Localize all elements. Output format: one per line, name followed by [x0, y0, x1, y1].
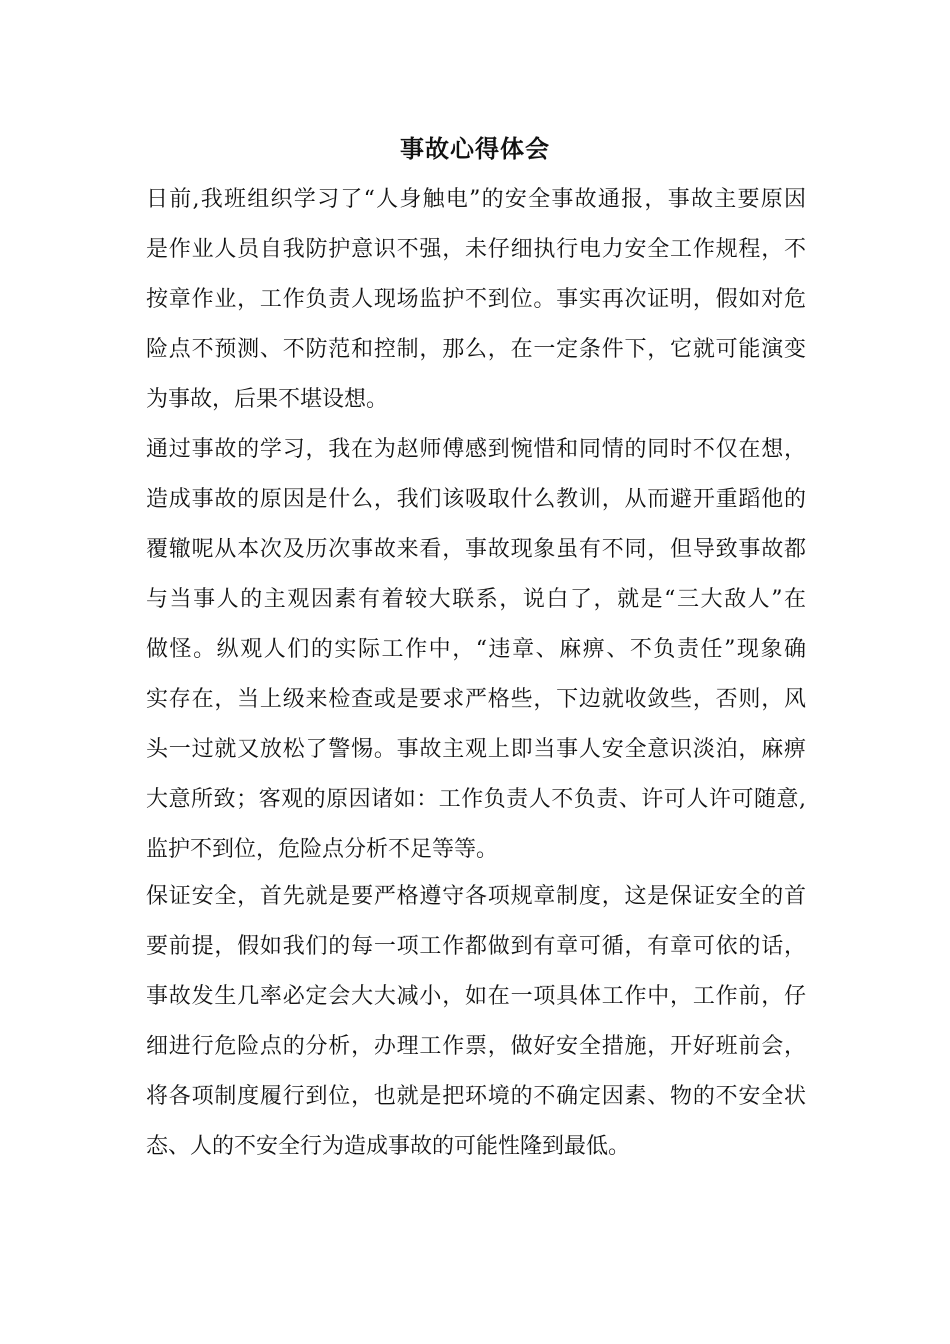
paragraph-2: [146, 425, 806, 875]
paragraph-line: 实存在，当上级来检查或是要求严格些，下边就收敛些，否则，风: [146, 687, 806, 712]
paragraph-line: 覆辙呢从本次及历次事故来看，事故现象虽有不同，但导致事故都: [146, 537, 806, 562]
paragraph-line: 造成事故的原因是什么，我们该吸取什么教训，从而避开重蹈他的: [146, 487, 806, 512]
paragraph-line: 头一过就又放松了警惕。事故主观上即当事人安全意识淡泊，麻痹: [146, 737, 806, 762]
paragraph-line: 事故发生几率必定会大大减小，如在一项具体工作中，工作前，仔: [146, 984, 806, 1009]
paragraph-line: 要前提，假如我们的每一项工作都做到有章可循，有章可依的话，: [146, 934, 806, 959]
paragraph-1: [146, 175, 806, 425]
paragraph-line: 与当事人的主观因素有着较大联系，说白了，就是“三大敌人”在: [146, 587, 806, 612]
paragraph-line: 险点不预测、不防范和控制，那么，在一定条件下，它就可能演变: [146, 337, 806, 362]
paragraph-line: 按章作业，工作负责人现场监护不到位。事实再次证明，假如对危: [146, 287, 806, 312]
paragraph-line: 日前,我班组织学习了“人身触电”的安全事故通报，事故主要原因: [146, 187, 806, 212]
paragraph-line: 做怪。纵观人们的实际工作中，“违章、麻痹、不负责任”现象确: [146, 637, 806, 662]
paragraph-line: 细进行危险点的分析，办理工作票，做好安全措施，开好班前会，: [146, 1034, 806, 1059]
paragraph-line: 态、人的不安全行为造成事故的可能性隆到最低。: [146, 1134, 631, 1159]
paragraph-line: 是作业人员自我防护意识不强，未仔细执行电力安全工作规程，不: [146, 237, 806, 262]
paragraph-line: 将各项制度履行到位，也就是把环境的不确定因素、物的不安全状: [146, 1084, 806, 1109]
paragraph-3: [146, 872, 806, 1172]
paragraph-line: 为事故，后果不堪设想。: [146, 387, 389, 412]
paragraph-line: 大意所致；客观的原因诸如：工作负责人不负责、许可人许可随意,: [146, 787, 806, 812]
paragraph-line: 监护不到位，危险点分析不足等等。: [146, 837, 499, 862]
paragraph-line: 通过事故的学习，我在为赵师傅感到惋惜和同情的同时不仅在想，: [146, 437, 806, 462]
paragraph-line: 保证安全，首先就是要严格遵守各项规章制度，这是保证安全的首: [146, 884, 806, 909]
document-title: 事故心得体会: [400, 134, 550, 163]
